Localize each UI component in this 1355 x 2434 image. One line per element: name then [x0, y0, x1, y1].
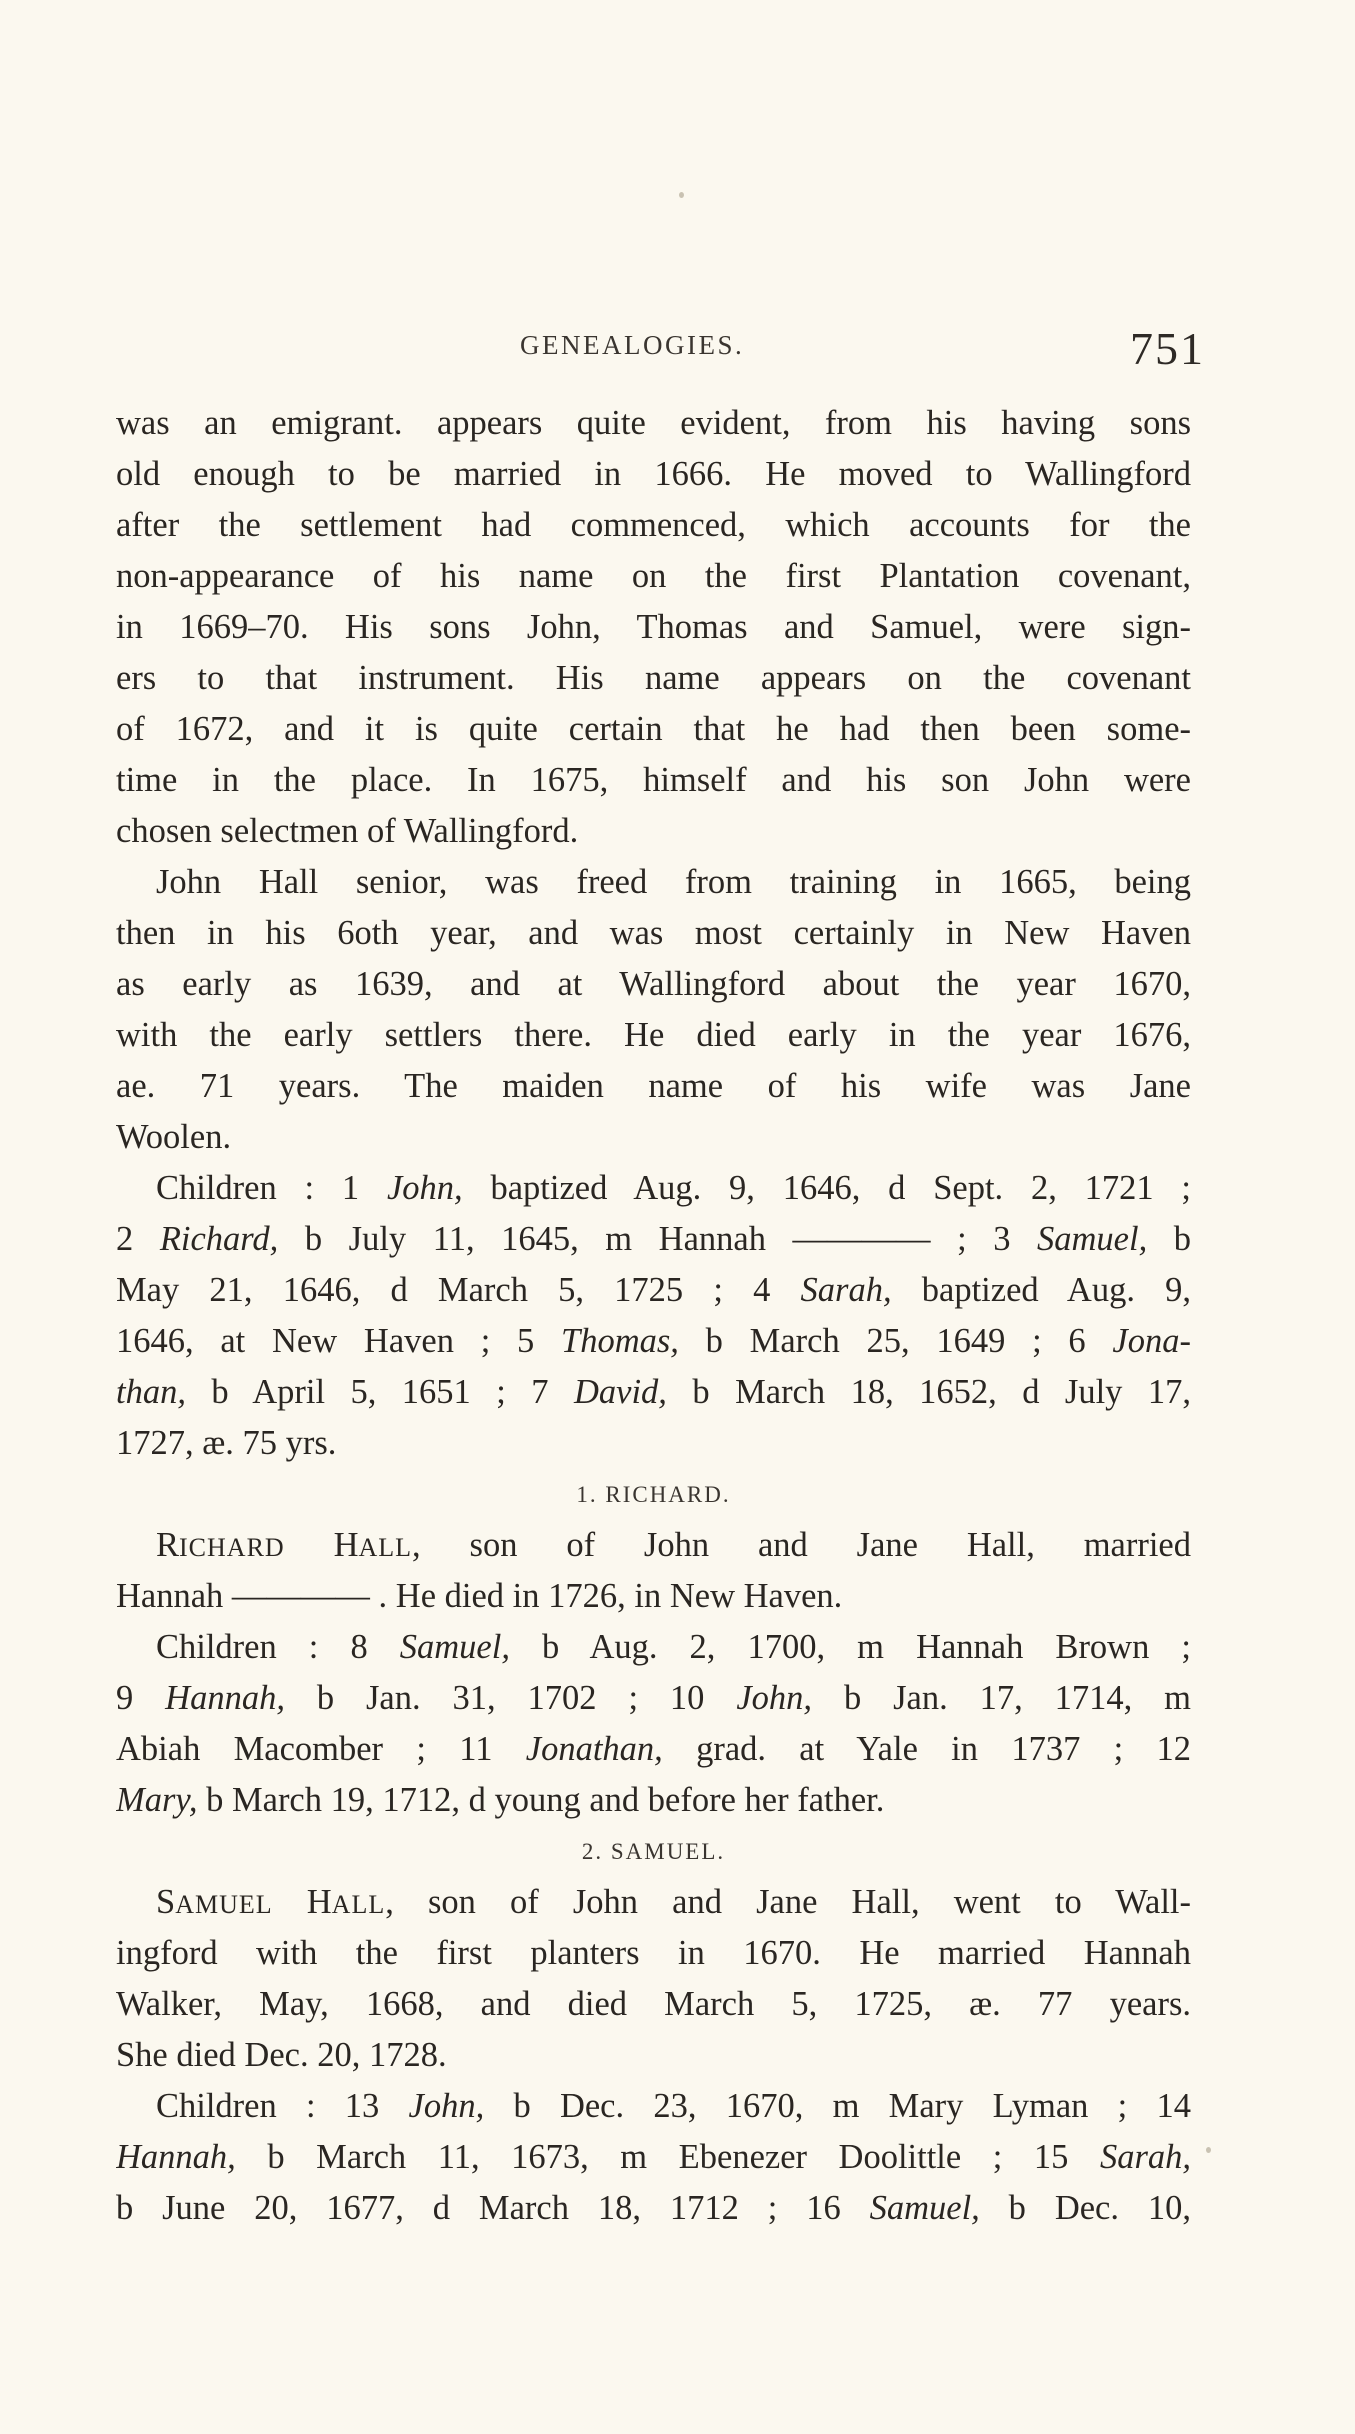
children-line: Children : 1 John, baptized Aug. 9, 1646, d Sept. 2, 1721 ;	[156, 1169, 1191, 1207]
ink-speck	[679, 192, 684, 198]
text-line: Woolen.	[116, 1118, 232, 1156]
body-text	[116, 398, 1191, 2234]
text-line: non-appearance of his name on the first Plantation covenant,	[116, 557, 1191, 595]
text-line: as early as 1639, and at Wallingford about the year 1670,	[116, 965, 1191, 1003]
child-name: Mary,	[116, 1781, 198, 1819]
child-name: John,	[408, 2087, 485, 2125]
text-line: of 1672, and it is quite certain that he had then been some-	[116, 710, 1191, 748]
text-line: then in his 6oth year, and was most certainly in New Haven	[116, 914, 1191, 952]
child-name: than,	[116, 1373, 186, 1411]
text-line: in 1669–70. His sons John, Thomas and Samuel, were sign-	[116, 608, 1191, 646]
child-name: Jonathan,	[525, 1730, 663, 1768]
text-line: ingford with the first planters in 1670. He married Hannah	[116, 1934, 1191, 1972]
children-line: Mary, b March 19, 1712, d young and before her father.	[116, 1781, 885, 1819]
children-line: 2 Richard, b July 11, 1645, m Hannah ———— ; 3 Samuel, b	[116, 1220, 1191, 1258]
text-line: John Hall senior, was freed from training in 1665, being	[156, 863, 1191, 901]
child-name: Sarah,	[800, 1271, 892, 1309]
text-line: RICHARD HALL, son of John and Jane Hall, married	[156, 1526, 1191, 1564]
child-name: Hannah,	[165, 1679, 285, 1717]
text-line: time in the place. In 1675, himself and his son John were	[116, 761, 1191, 799]
running-head: GENEALOGIES.	[520, 330, 745, 360]
section-heading: 1. RICHARD.	[576, 1482, 731, 1507]
child-name: Samuel,	[399, 1628, 510, 1666]
child-name: Hannah,	[116, 2138, 236, 2176]
children-line: 9 Hannah, b Jan. 31, 1702 ; 10 John, b Jan. 17, 1714, m	[116, 1679, 1191, 1717]
children-line: Children : 13 John, b Dec. 23, 1670, m Mary Lyman ; 14	[156, 2087, 1191, 2125]
child-name: Thomas,	[561, 1322, 679, 1360]
children-line: Abiah Macomber ; 11 Jonathan, grad. at Yale in 1737 ; 12	[116, 1730, 1191, 1768]
children-line: 1646, at New Haven ; 5 Thomas, b March 25, 1649 ; 6 Jona-	[116, 1322, 1191, 1360]
children-line: b June 20, 1677, d March 18, 1712 ; 16 Samuel, b Dec. 10,	[116, 2189, 1191, 2227]
children-line: 1727, æ. 75 yrs.	[116, 1424, 337, 1462]
child-name: Richard,	[159, 1220, 279, 1258]
children-line: Hannah, b March 11, 1673, m Ebenezer Doolittle ; 15 Sarah,	[116, 2138, 1191, 2176]
child-name: John,	[736, 1679, 813, 1717]
child-name: David,	[573, 1373, 667, 1411]
text-line: ae. 71 years. The maiden name of his wife was Jane	[116, 1067, 1191, 1105]
children-line: Children : 8 Samuel, b Aug. 2, 1700, m Hannah Brown ;	[156, 1628, 1191, 1666]
text-line: old enough to be married in 1666. He moved to Wallingford	[116, 455, 1191, 493]
child-name: Sarah,	[1099, 2138, 1191, 2176]
children-line: than, b April 5, 1651 ; 7 David, b March 18, 1652, d July 17,	[116, 1373, 1191, 1411]
page-number: 751	[1130, 323, 1205, 374]
ink-speck	[1206, 2147, 1211, 2153]
text-line: was an emigrant. appears quite evident, from his having sons	[116, 404, 1191, 442]
text-line: Hannah ———— . He died in 1726, in New Haven.	[116, 1577, 843, 1615]
text-line: with the early settlers there. He died early in the year 1676,	[116, 1016, 1191, 1054]
section-heading: 2. SAMUEL.	[581, 1839, 726, 1864]
text-line: ers to that instrument. His name appears on the covenant	[116, 659, 1191, 697]
text-line: Walker, May, 1668, and died March 5, 1725, æ. 77 years.	[116, 1985, 1191, 2023]
text-line: She died Dec. 20, 1728.	[116, 2036, 447, 2074]
text-line: chosen selectmen of Wallingford.	[116, 812, 579, 850]
children-line: May 21, 1646, d March 5, 1725 ; 4 Sarah, baptized Aug. 9,	[116, 1271, 1191, 1309]
child-name: John,	[386, 1169, 463, 1207]
child-name: Jona-	[1112, 1322, 1191, 1360]
text-line: SAMUEL HALL, son of John and Jane Hall, went to Wall-	[156, 1883, 1191, 1921]
child-name: Samuel,	[869, 2189, 980, 2227]
child-name: Samuel,	[1037, 1220, 1148, 1258]
text-line: after the settlement had commenced, which accounts for the	[116, 506, 1191, 544]
